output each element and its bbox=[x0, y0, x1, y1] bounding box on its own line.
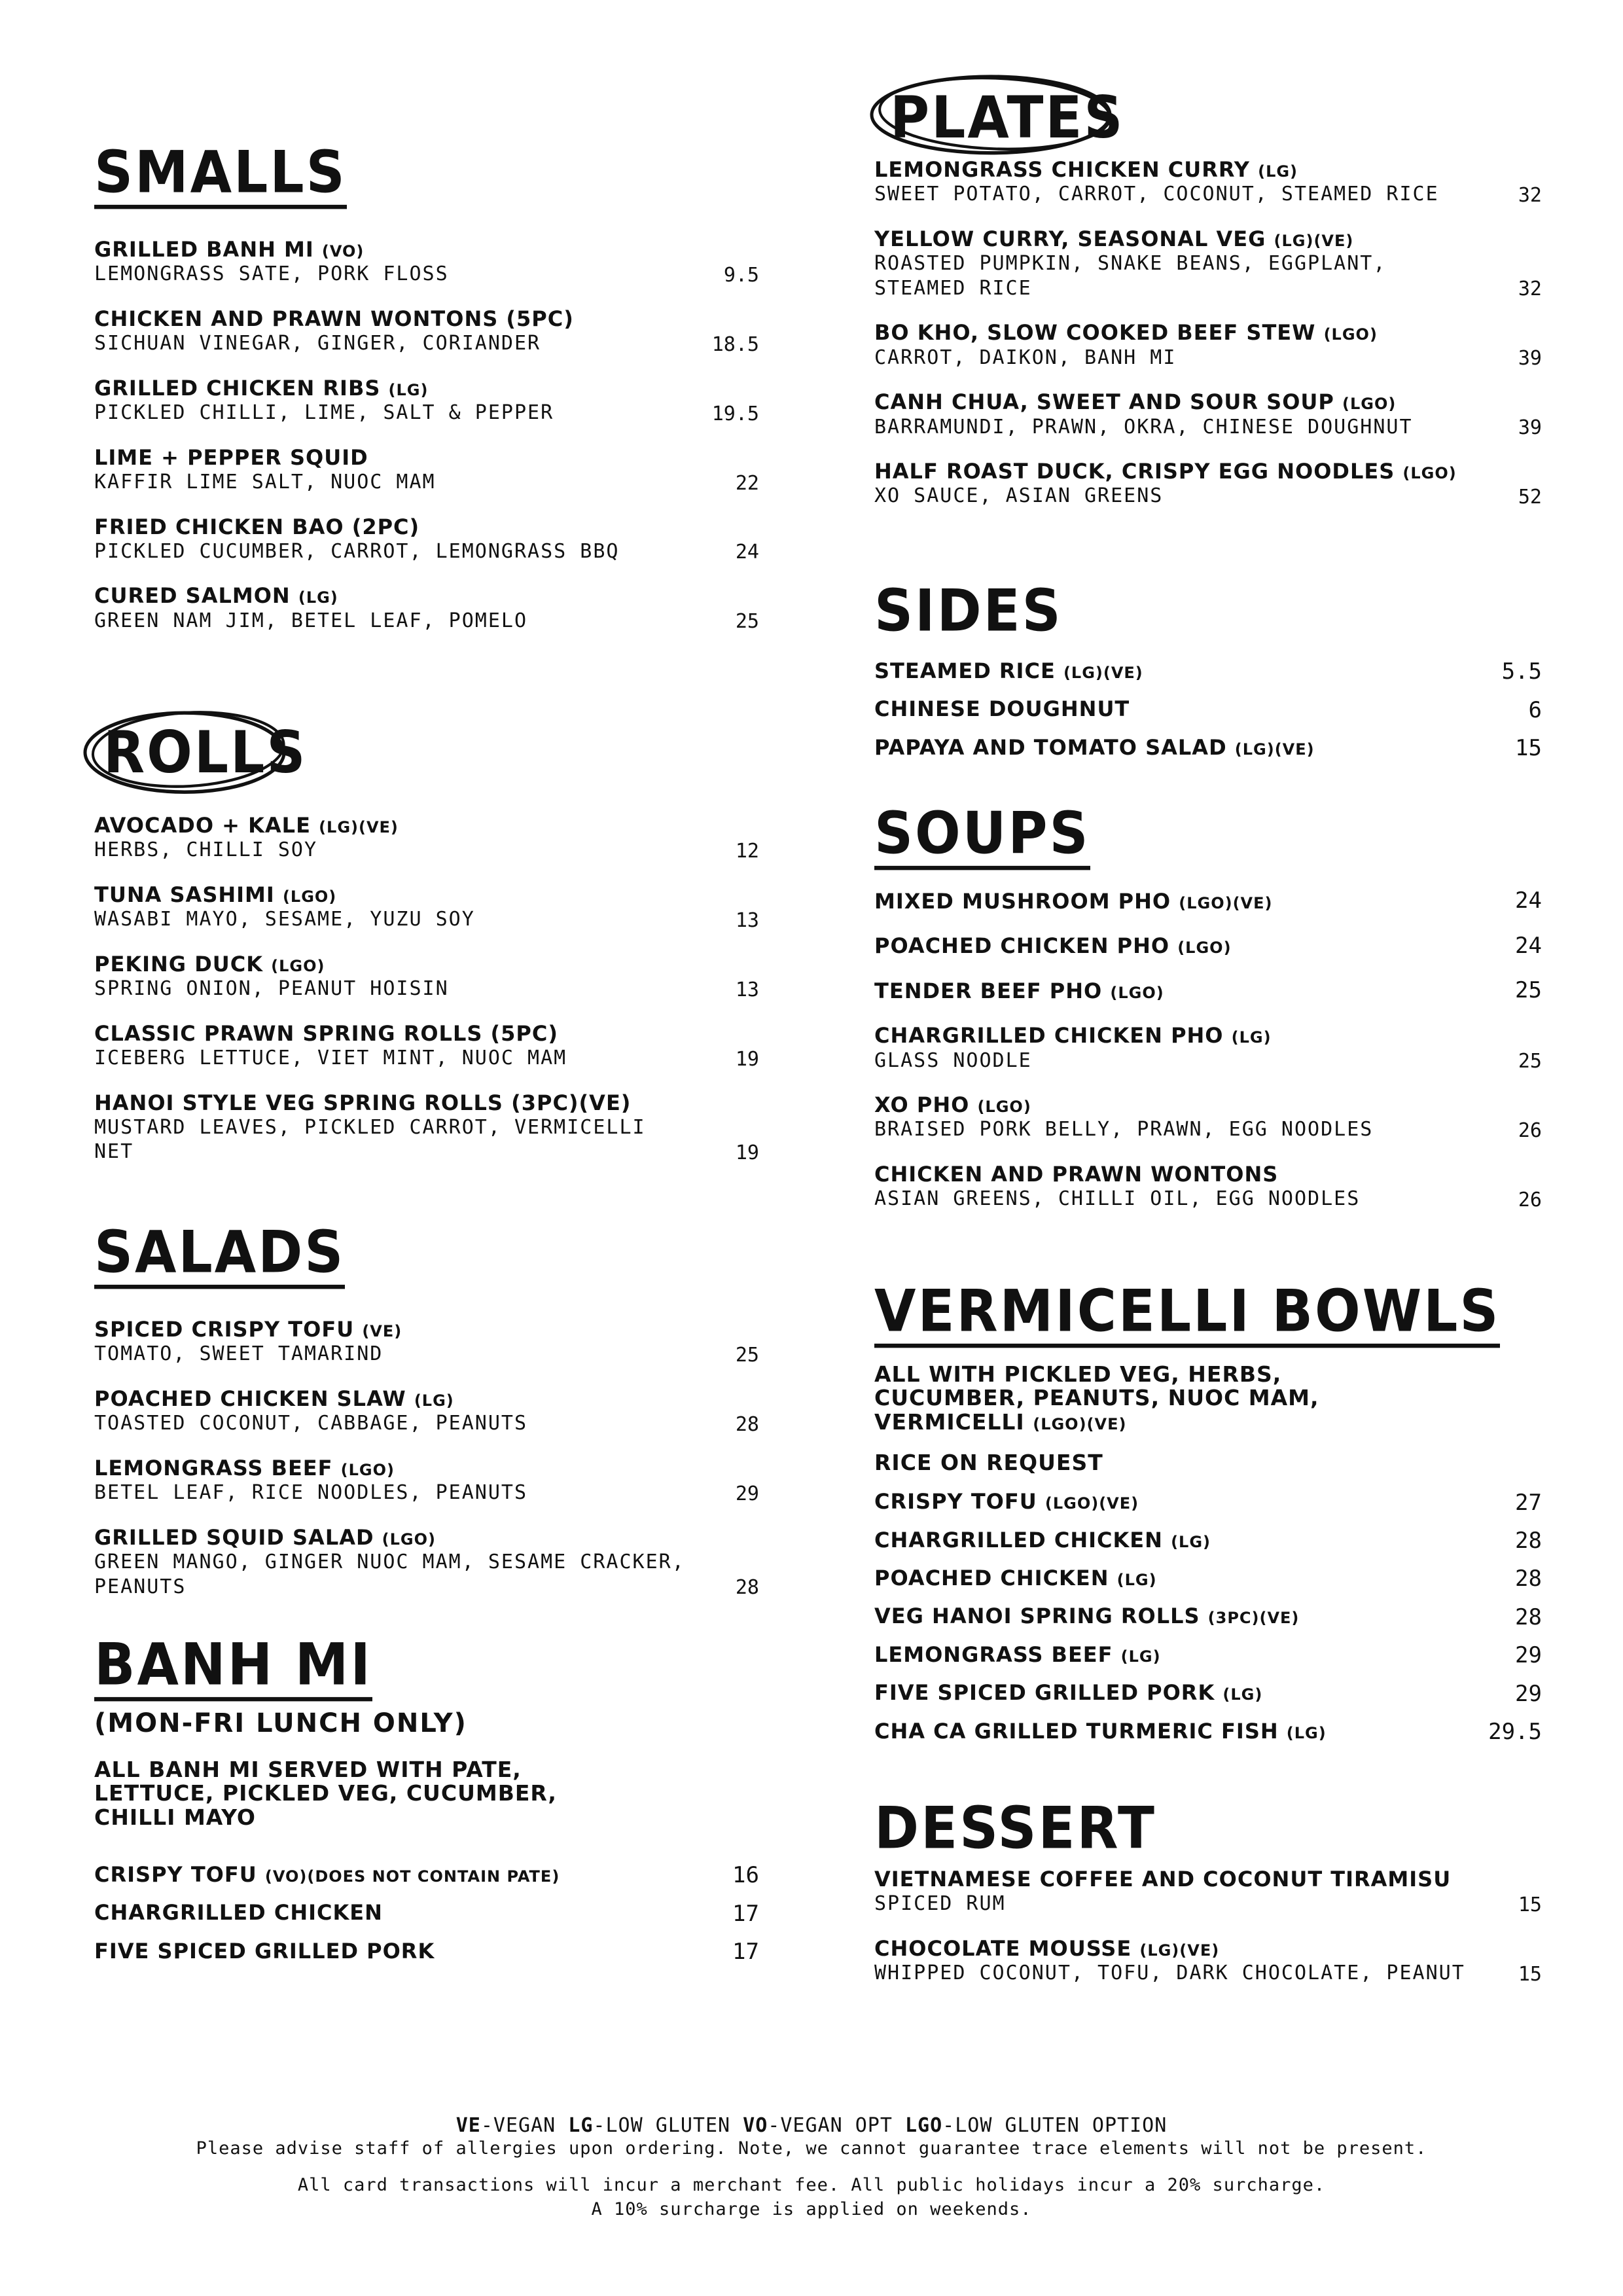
menu-item-price: 26 bbox=[1518, 1119, 1542, 1142]
menu-item-price: 52 bbox=[1518, 485, 1542, 509]
legend-meaning: -LOW GLUTEN OPTION bbox=[942, 2114, 1168, 2137]
legend-code: VO bbox=[743, 2114, 768, 2137]
legend-meaning: -LOW GLUTEN bbox=[593, 2114, 743, 2137]
dietary-tags: (LG)(VE) bbox=[1274, 231, 1354, 250]
menu-item-name bbox=[94, 583, 759, 608]
menu-item-name bbox=[94, 1862, 759, 1887]
menu-item-price: 28 bbox=[735, 1412, 759, 1436]
menu-item bbox=[874, 1604, 1542, 1628]
menu-item-description: ASIAN GREENS, CHILLI OIL, EGG NOODLES bbox=[874, 1187, 1361, 1211]
menu-item bbox=[874, 978, 1542, 1003]
menu-item-description: SWEET POTATO, CARROT, COCONUT, STEAMED RICE bbox=[874, 183, 1439, 206]
dietary-tags: (LG) bbox=[1116, 1570, 1157, 1589]
dietary-tags: (LGO) bbox=[271, 956, 325, 975]
menu-item-price: 24 bbox=[735, 541, 759, 564]
menu-item-name-text: CHA CA GRILLED TURMERIC FISH bbox=[874, 1718, 1279, 1744]
menu-item bbox=[94, 1939, 759, 1964]
dietary-tags: (LG) bbox=[298, 588, 338, 607]
menu-item-price: 22 bbox=[735, 471, 759, 495]
menu-item-price: 32 bbox=[1518, 278, 1542, 301]
legend-meaning: -VEGAN OPT bbox=[768, 2114, 905, 2137]
vermicelli-note-text: ALL WITH PICKLED VEG, HERBS, CUCUMBER, PEANUTS, NUOC MAM, VERMICELLI bbox=[874, 1361, 1319, 1435]
menu-item-description: BETEL LEAF, RICE NOODLES, PEANUTS bbox=[94, 1481, 528, 1505]
menu-item-name-text: POACHED CHICKEN SLAW bbox=[94, 1386, 406, 1411]
menu-item-name-text: GRILLED CHICKEN RIBS bbox=[94, 375, 381, 401]
menu-item-price: 29 bbox=[1515, 1642, 1542, 1669]
menu-item-name-text: VEG HANOI SPRING ROLLS bbox=[874, 1604, 1200, 1629]
section-title-soups: SOUPS bbox=[874, 805, 1090, 870]
menu-item-name-text: CLASSIC PRAWN SPRING ROLLS (5PC) bbox=[94, 1020, 558, 1046]
dietary-tags: (LGO)(VE) bbox=[1044, 1494, 1139, 1513]
menu-item-name-text: CHOCOLATE MOUSSE bbox=[874, 1935, 1132, 1961]
menu-item-name-text: PEKING DUCK bbox=[94, 951, 264, 977]
menu-item-name bbox=[874, 978, 1542, 1003]
menu-item bbox=[874, 1092, 1542, 1142]
menu-item-name bbox=[874, 1528, 1542, 1552]
menu-item-description: HERBS, CHILLI SOY bbox=[94, 838, 318, 862]
menu-item-price: 26 bbox=[1518, 1188, 1542, 1211]
menu-item-price: 15 bbox=[1515, 735, 1542, 762]
vermicelli-note bbox=[874, 1363, 1411, 1434]
menu-item-price: 15 bbox=[1518, 1962, 1542, 1986]
menu-item-name-text: BO KHO, SLOW COOKED BEEF STEW bbox=[874, 320, 1316, 346]
menu-item-price: 25 bbox=[735, 610, 759, 634]
menu-item bbox=[94, 1525, 759, 1599]
menu-item-description: ICEBERG LETTUCE, VIET MINT, NUOC MAM bbox=[94, 1047, 567, 1070]
menu-item bbox=[874, 1023, 1542, 1073]
dietary-tags: (LG) bbox=[1222, 1685, 1263, 1704]
menu-item-name bbox=[874, 320, 1542, 345]
soups-list bbox=[874, 889, 1542, 1211]
menu-item-name-text: CURED SALMON bbox=[94, 583, 291, 609]
menu-item bbox=[874, 226, 1542, 300]
menu-item-description: BRAISED PORK BELLY, PRAWN, EGG NOODLES bbox=[874, 1118, 1374, 1141]
menu-item bbox=[874, 157, 1542, 207]
dietary-tags: (LGO) bbox=[382, 1530, 437, 1549]
menu-item-name-text: CRISPY TOFU bbox=[94, 1861, 257, 1887]
section-title-rolls bbox=[94, 720, 316, 787]
salads-list bbox=[94, 1317, 759, 1599]
menu-item-price: 28 bbox=[1515, 1604, 1542, 1630]
menu-item-name-text: POACHED CHICKEN PHO bbox=[874, 933, 1170, 959]
vermicelli-note-rice: RICE ON REQUEST bbox=[874, 1449, 1103, 1475]
menu-item-name-text: GRILLED BANH MI bbox=[94, 237, 314, 262]
menu-item-name bbox=[874, 1680, 1542, 1705]
section-title-plates-text: PLATES bbox=[890, 84, 1125, 152]
menu-item bbox=[874, 1719, 1542, 1744]
menu-item-name-text: CHICKEN AND PRAWN WONTONS bbox=[874, 1161, 1279, 1187]
weekend-surcharge-notice: A 10% surcharge is applied on weekends. bbox=[591, 2198, 1032, 2219]
sides-list bbox=[874, 658, 1542, 760]
section-banh-mi bbox=[94, 1631, 759, 1965]
dietary-tags: (VO) bbox=[321, 242, 365, 260]
menu-item-description: GREEN MANGO, GINGER NUOC MAM, SESAME CRACKER, PEANUTS bbox=[94, 1551, 685, 1598]
section-title-smalls: SMALLS bbox=[94, 144, 347, 209]
menu-item-description: GLASS NOODLE bbox=[874, 1049, 1032, 1072]
menu-item-price: 15 bbox=[1518, 1893, 1542, 1916]
menu-item-name-text: YELLOW CURRY, SEASONAL VEG bbox=[874, 226, 1266, 251]
menu-item bbox=[94, 1456, 759, 1505]
section-title-rolls-text: ROLLS bbox=[103, 719, 308, 787]
dietary-tags: (LG) bbox=[1258, 162, 1298, 181]
vermicelli-list bbox=[874, 1489, 1542, 1744]
menu-item-name-text: CHICKEN AND PRAWN WONTONS (5PC) bbox=[94, 306, 574, 331]
dietary-tags: (LGO) bbox=[340, 1460, 395, 1479]
menu-item-name bbox=[874, 1162, 1542, 1187]
menu-item-name-text: POACHED CHICKEN bbox=[874, 1565, 1109, 1590]
menu-item-description: ROASTED PUMPKIN, SNAKE BEANS, EGGPLANT, STEAMED RICE bbox=[874, 252, 1387, 300]
section-plates bbox=[874, 85, 1542, 509]
menu-item-name-text: LEMONGRASS BEEF bbox=[874, 1641, 1113, 1667]
menu-item-price: 28 bbox=[1515, 1566, 1542, 1592]
menu-item-price: 24 bbox=[1515, 932, 1542, 959]
menu-item-name-text: VIETNAMESE COFFEE AND COCONUT TIRAMISU bbox=[874, 1867, 1452, 1892]
section-title-dessert: DESSERT bbox=[874, 1795, 1156, 1863]
menu-item bbox=[94, 813, 759, 863]
menu-item-name bbox=[874, 1642, 1542, 1667]
menu-item-description: TOASTED COCONUT, CABBAGE, PEANUTS bbox=[94, 1412, 528, 1435]
menu-item-name-text: TUNA SASHIMI bbox=[94, 882, 275, 907]
menu-item-price: 5.5 bbox=[1501, 658, 1542, 685]
menu-item-name bbox=[874, 696, 1542, 721]
menu-item-name-text: AVOCADO + KALE bbox=[94, 813, 311, 838]
dietary-tags: (LG) bbox=[1231, 1028, 1272, 1047]
dietary-legend bbox=[0, 2114, 1623, 2137]
menu-item-name bbox=[94, 813, 759, 838]
menu-item-description: XO SAUCE, ASIAN GREENS bbox=[874, 484, 1164, 508]
dietary-tags: (LGO) bbox=[1402, 464, 1457, 483]
menu-item-name bbox=[874, 1719, 1542, 1744]
menu-item bbox=[94, 882, 759, 932]
menu-item-price: 19.5 bbox=[711, 402, 759, 425]
menu-item-name bbox=[874, 1604, 1542, 1628]
menu-item bbox=[94, 237, 759, 287]
menu-item bbox=[94, 1090, 759, 1164]
dietary-tags: (LG)(VE) bbox=[1234, 740, 1315, 759]
dietary-tags: (LGO) bbox=[1110, 983, 1164, 1002]
menu-item-description: GREEN NAM JIM, BETEL LEAF, POMELO bbox=[94, 609, 528, 632]
legend-code: VE bbox=[455, 2114, 481, 2137]
dessert-list bbox=[874, 1867, 1542, 1986]
menu-item bbox=[94, 1317, 759, 1367]
section-title-banh-mi: BANH MI bbox=[94, 1636, 372, 1701]
menu-item-name bbox=[874, 1566, 1542, 1590]
legend-code: LGO bbox=[904, 2114, 943, 2137]
menu-item bbox=[874, 1680, 1542, 1705]
banh-mi-subtitle: (MON-FRI LUNCH ONLY) bbox=[94, 1708, 467, 1738]
dietary-tags: (LGO) bbox=[1177, 939, 1232, 958]
menu-item-name bbox=[94, 1317, 759, 1342]
menu-item-name bbox=[874, 735, 1542, 760]
menu-item bbox=[874, 1642, 1542, 1667]
menu-item-name bbox=[94, 1021, 759, 1046]
menu-item-name-text: STEAMED RICE bbox=[874, 658, 1056, 683]
menu-item-price: 29.5 bbox=[1488, 1718, 1542, 1745]
dietary-tags: (LG)(VE) bbox=[319, 818, 399, 836]
dietary-tags: (LG)(VE) bbox=[1139, 1941, 1220, 1960]
menu-item-name bbox=[94, 514, 759, 539]
menu-item-name bbox=[874, 933, 1542, 958]
menu-item-name-text: LIME + PEPPER SQUID bbox=[94, 444, 368, 470]
menu-item-price: 6 bbox=[1528, 696, 1542, 723]
menu-item-price: 29 bbox=[735, 1482, 759, 1505]
menu-item bbox=[874, 933, 1542, 958]
menu-item bbox=[874, 1867, 1542, 1916]
menu-item-price: 25 bbox=[1518, 1050, 1542, 1073]
menu-item-name bbox=[94, 237, 759, 262]
dietary-tags: (VE) bbox=[362, 1322, 402, 1340]
menu-item-price: 25 bbox=[1515, 977, 1542, 1004]
menu-item bbox=[94, 1862, 759, 1887]
smalls-list bbox=[94, 237, 759, 633]
menu-item bbox=[94, 1386, 759, 1436]
menu-item bbox=[94, 376, 759, 425]
menu-item bbox=[874, 1162, 1542, 1211]
menu-item-name bbox=[94, 1386, 759, 1411]
vermicelli-note-tags: (LGO)(VE) bbox=[1033, 1414, 1127, 1433]
menu-item-price: 39 bbox=[1518, 347, 1542, 370]
menu-item bbox=[874, 1489, 1542, 1514]
dietary-tags: (LGO) bbox=[1342, 395, 1397, 414]
menu-item bbox=[874, 1566, 1542, 1590]
menu-item-name-text: PAPAYA AND TOMATO SALAD bbox=[874, 734, 1227, 760]
dietary-tags: (LG)(VE) bbox=[1063, 664, 1143, 682]
menu-item-price: 32 bbox=[1518, 183, 1542, 207]
menu-item bbox=[94, 445, 759, 495]
section-title-sides: SIDES bbox=[874, 577, 1063, 645]
rolls-list bbox=[94, 813, 759, 1164]
menu-item-name-text: FRIED CHICKEN BAO (2PC) bbox=[94, 514, 420, 539]
dietary-tags: (LG) bbox=[1120, 1647, 1161, 1666]
menu-item bbox=[94, 306, 759, 356]
menu-item-price: 25 bbox=[735, 1343, 759, 1367]
menu-item bbox=[874, 696, 1542, 721]
menu-item-name bbox=[94, 445, 759, 470]
menu-item-name bbox=[874, 459, 1542, 484]
menu-item-price: 13 bbox=[735, 978, 759, 1001]
menu-item-price: 9.5 bbox=[723, 263, 759, 287]
menu-item bbox=[94, 952, 759, 1001]
section-title-salads: SALADS bbox=[94, 1224, 345, 1289]
menu-item-name bbox=[874, 658, 1542, 683]
menu-item-name bbox=[94, 1456, 759, 1480]
fee-notice: All card transactions will incur a merchant fee. All public holidays incur a 20% surcharge. bbox=[297, 2175, 1326, 2196]
menu-item-price: 27 bbox=[1515, 1489, 1542, 1516]
dietary-tags: (LGO) bbox=[1323, 325, 1378, 344]
section-dessert bbox=[874, 1795, 1542, 1986]
dietary-tags: (LGO)(VE) bbox=[1179, 894, 1273, 912]
menu-item-description: SICHUAN VINEGAR, GINGER, CORIANDER bbox=[94, 332, 541, 355]
menu-item bbox=[874, 459, 1542, 509]
menu-item-name-text: LEMONGRASS BEEF bbox=[94, 1455, 333, 1480]
section-soups bbox=[874, 800, 1542, 1211]
section-title-vermicelli: VERMICELLI BOWLS bbox=[874, 1283, 1500, 1348]
menu-item-name-text: GRILLED SQUID SALAD bbox=[94, 1524, 374, 1550]
menu-item bbox=[874, 889, 1542, 914]
menu-item-description: BARRAMUNDI, PRAWN, OKRA, CHINESE DOUGHNUT bbox=[874, 415, 1413, 439]
menu-item-name-text: CHARGRILLED CHICKEN PHO bbox=[874, 1023, 1224, 1049]
section-vermicelli-bowls bbox=[874, 1278, 1542, 1745]
menu-item-description: LEMONGRASS SATE, PORK FLOSS bbox=[94, 262, 449, 286]
menu-item-name-text: CHARGRILLED CHICKEN bbox=[874, 1527, 1163, 1552]
menu-item-name-text: MIXED MUSHROOM PHO bbox=[874, 889, 1171, 914]
menu-item-name-text: TENDER BEEF PHO bbox=[874, 978, 1103, 1003]
menu-item-price: 13 bbox=[735, 908, 759, 932]
menu-item bbox=[94, 583, 759, 633]
dietary-tags: (LGO) bbox=[977, 1098, 1031, 1117]
section-smalls bbox=[94, 139, 759, 634]
menu-item-price: 12 bbox=[735, 839, 759, 863]
menu-item-name bbox=[94, 952, 759, 977]
menu-item-price: 28 bbox=[735, 1576, 759, 1600]
menu-item-name bbox=[94, 882, 759, 907]
menu-item-price: 16 bbox=[732, 1862, 759, 1889]
menu-item-name-text: HANOI STYLE VEG SPRING ROLLS (3PC)(VE) bbox=[94, 1090, 632, 1115]
dietary-tags: (VO)(DOES NOT CONTAIN PATE) bbox=[264, 1867, 560, 1886]
menu-item-description: WHIPPED COCONUT, TOFU, DARK CHOCOLATE, PEANUT bbox=[874, 1962, 1465, 1985]
legend-code: LG bbox=[568, 2114, 594, 2137]
menu-item-name bbox=[874, 157, 1542, 182]
menu-item-price: 39 bbox=[1518, 416, 1542, 440]
menu-item-price: 17 bbox=[732, 1900, 759, 1927]
menu-item bbox=[874, 389, 1542, 439]
menu-item-price: 29 bbox=[1515, 1680, 1542, 1707]
section-sides bbox=[874, 577, 1542, 762]
menu-item-name bbox=[874, 1092, 1542, 1117]
menu-item bbox=[94, 1021, 759, 1071]
menu-item-price: 28 bbox=[1515, 1527, 1542, 1554]
section-salads bbox=[94, 1219, 759, 1600]
menu-item bbox=[874, 1528, 1542, 1552]
menu-item-name bbox=[874, 889, 1542, 914]
legend-meaning: -VEGAN bbox=[480, 2114, 569, 2137]
menu-item-description: KAFFIR LIME SALT, NUOC MAM bbox=[94, 471, 436, 494]
menu-item-name-text: XO PHO bbox=[874, 1092, 970, 1118]
menu-item-description: WASABI MAYO, SESAME, YUZU SOY bbox=[94, 908, 475, 931]
menu-item bbox=[874, 658, 1542, 683]
menu-item-name bbox=[874, 226, 1542, 251]
menu-item-name bbox=[94, 1900, 759, 1925]
menu-item-price: 19 bbox=[735, 1047, 759, 1071]
menu-item-price: 24 bbox=[1515, 888, 1542, 914]
menu-item-name bbox=[94, 306, 759, 331]
menu-item-name bbox=[874, 389, 1542, 414]
menu-item-name bbox=[874, 1867, 1542, 1892]
dietary-tags: (3PC)(VE) bbox=[1207, 1609, 1300, 1628]
dietary-tags: (LG) bbox=[414, 1391, 454, 1410]
menu-item-name-text: SPICED CRISPY TOFU bbox=[94, 1317, 355, 1342]
allergy-notice: Please advise staff of allergies upon ordering. Note, we cannot guarantee trace elements will not be present. bbox=[196, 2138, 1427, 2159]
menu-item-description: TOMATO, SWEET TAMARIND bbox=[94, 1342, 383, 1366]
dietary-tags: (LG) bbox=[388, 380, 429, 399]
menu-item-name bbox=[94, 1090, 759, 1115]
menu-item-name-text: FIVE SPICED GRILLED PORK bbox=[874, 1680, 1215, 1706]
menu-item-name-text: FIVE SPICED GRILLED PORK bbox=[94, 1938, 435, 1964]
menu-item-price: 19 bbox=[735, 1141, 759, 1164]
menu-item-name bbox=[874, 1023, 1542, 1048]
plates-list bbox=[874, 157, 1542, 509]
menu-item-description: SPRING ONION, PEANUT HOISIN bbox=[94, 977, 449, 1001]
banh-mi-note: ALL BANH MI SERVED WITH PATE, LETTUCE, PICKLED VEG, CUCUMBER, CHILLI MAYO bbox=[94, 1757, 557, 1830]
menu-item-price: 17 bbox=[732, 1939, 759, 1965]
menu-item-description: MUSTARD LEAVES, PICKLED CARROT, VERMICELLI NET bbox=[94, 1115, 646, 1164]
menu-item-description: CARROT, DAIKON, BANH MI bbox=[874, 346, 1177, 369]
menu-item-description: PICKLED CHILLI, LIME, SALT & PEPPER bbox=[94, 401, 554, 425]
menu-item-name bbox=[94, 376, 759, 401]
dietary-tags: (LGO) bbox=[282, 887, 337, 906]
banh-mi-list bbox=[94, 1862, 759, 1964]
dietary-tags: (LG) bbox=[1171, 1532, 1211, 1551]
menu-item-description: SPICED RUM bbox=[874, 1892, 1006, 1916]
dietary-tags: (LG) bbox=[1286, 1723, 1327, 1742]
menu-item-name-text: LEMONGRASS CHICKEN CURRY bbox=[874, 157, 1250, 182]
menu-item bbox=[874, 320, 1542, 370]
menu-item-name-text: HALF ROAST DUCK, CRISPY EGG NOODLES bbox=[874, 459, 1395, 484]
menu-item-name-text: CHINESE DOUGHNUT bbox=[874, 696, 1130, 722]
menu-item bbox=[94, 1900, 759, 1925]
menu-item-name-text: CANH CHUA, SWEET AND SOUR SOUP bbox=[874, 389, 1334, 415]
menu-item-name bbox=[874, 1936, 1542, 1961]
footer bbox=[0, 2114, 1623, 2221]
section-title-plates bbox=[881, 85, 1133, 152]
menu-item-name bbox=[94, 1939, 759, 1964]
menu-item-name-text: CHARGRILLED CHICKEN bbox=[94, 1900, 383, 1926]
menu-item bbox=[874, 735, 1542, 760]
menu-item-name-text: CRISPY TOFU bbox=[874, 1489, 1037, 1515]
section-rolls bbox=[94, 720, 759, 1164]
menu-item-price: 18.5 bbox=[711, 332, 759, 356]
menu-item bbox=[94, 514, 759, 564]
menu-item-description: PICKLED CUCUMBER, CARROT, LEMONGRASS BBQ bbox=[94, 539, 620, 563]
menu-item bbox=[874, 1936, 1542, 1986]
menu-item-name bbox=[94, 1525, 759, 1550]
menu-item-name bbox=[874, 1489, 1542, 1514]
